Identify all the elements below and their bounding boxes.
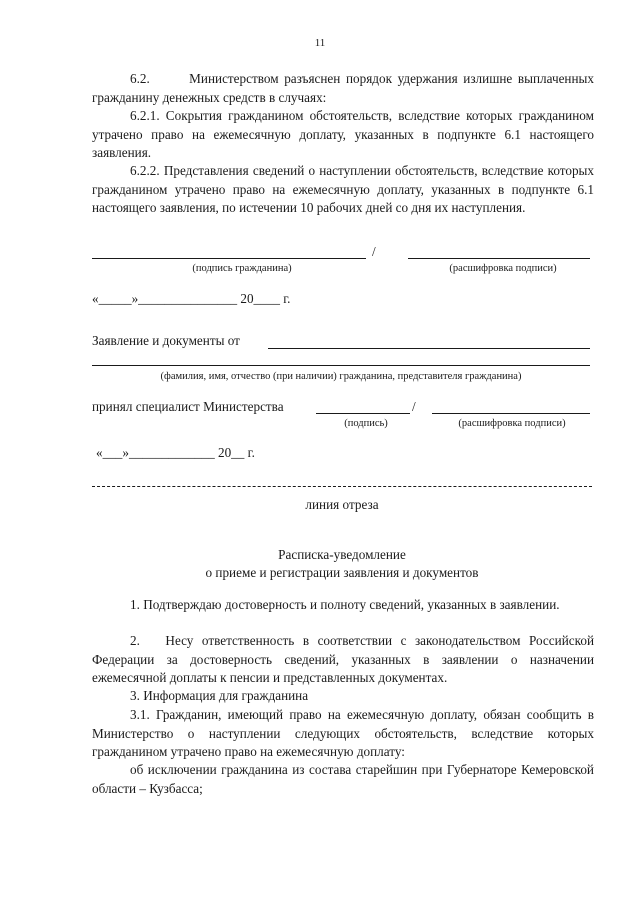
section-6-2-1-paragraph: 6.2.1. Сокрытия гражданином обстоятельств, вследствие которых гражданином утрачено право на ежемесячную доплату, указанных в подпункте 6.1 настоящего заявления. bbox=[92, 108, 594, 160]
section-6-2-2-paragraph: 6.2.2. Представления сведений о наступлении обстоятельств, вследствие которых гражданином утрачено право на ежемесячную доплату, указанных в подпункте 6.1 настоящего заявления, по истечении 10 рабочих дней со дня их наступления. bbox=[92, 163, 594, 215]
cut-dashed-line bbox=[92, 486, 592, 487]
receipt-subtitle: о приеме и регистрации заявления и документов bbox=[205, 565, 479, 580]
receipt-paragraph-1: 1. Подтверждаю достоверность и полноту сведений, указанных в заявлении. bbox=[130, 597, 560, 612]
signature-date-line: «_____»_______________ 20____ г. bbox=[92, 291, 291, 306]
signature-line[interactable] bbox=[92, 258, 366, 259]
cut-line-label: линия отреза bbox=[305, 497, 379, 512]
receipt-paragraph-3-item: об исключении гражданина из состава старейшин при Губернаторе Кемеровской области – Кузбасса; bbox=[92, 762, 594, 796]
caption-specialist-signature: (подпись) bbox=[344, 418, 388, 429]
specialist-decoding-line[interactable] bbox=[432, 413, 590, 414]
decoding-line[interactable] bbox=[408, 258, 590, 259]
caption-signature: (подпись гражданина) bbox=[192, 263, 292, 274]
fio-line[interactable] bbox=[92, 365, 590, 366]
receipt-paragraph-3-1: 3.1. Гражданин, имеющий право на ежемесячную доплату, обязан сообщить в Министерство о наступлении следующих обстоятельств, вследствие которых гражданином утрачено право на ежемесячную доплату: bbox=[92, 707, 594, 759]
specialist-slash: / bbox=[412, 399, 416, 414]
receipt-paragraph-3: 3. Информация для гражданина bbox=[130, 688, 309, 703]
signature-slash: / bbox=[372, 244, 376, 259]
docs-from-line[interactable] bbox=[268, 348, 590, 349]
docs-from-label: Заявление и документы от bbox=[92, 333, 240, 348]
specialist-signature-line[interactable] bbox=[316, 413, 410, 414]
caption-decoding: (расшифровка подписи) bbox=[449, 263, 557, 274]
caption-fio: (фамилия, имя, отчество (при наличии) гражданина, представителя гражданина) bbox=[160, 371, 522, 382]
accepted-by-label: принял специалист Министерства bbox=[92, 399, 284, 414]
receipt-paragraph-2: 2. Несу ответственность в соответствии с законодательством Российской Федерации за достоверность сведений, указанных в заявлении о назначении ежемесячной доплаты к пенсии и представленных документах. bbox=[92, 633, 594, 685]
page-number: 11 bbox=[314, 37, 326, 49]
caption-specialist-decoding: (расшифровка подписи) bbox=[458, 418, 566, 429]
receipt-title: Расписка-уведомление bbox=[278, 547, 406, 562]
section-6-2-paragraph: 6.2. Министерством разъяснен порядок удержания излишне выплаченных гражданину денежных средств в случаях: bbox=[92, 71, 594, 105]
acceptance-date-line: «___»_____________ 20__ г. bbox=[96, 445, 255, 460]
